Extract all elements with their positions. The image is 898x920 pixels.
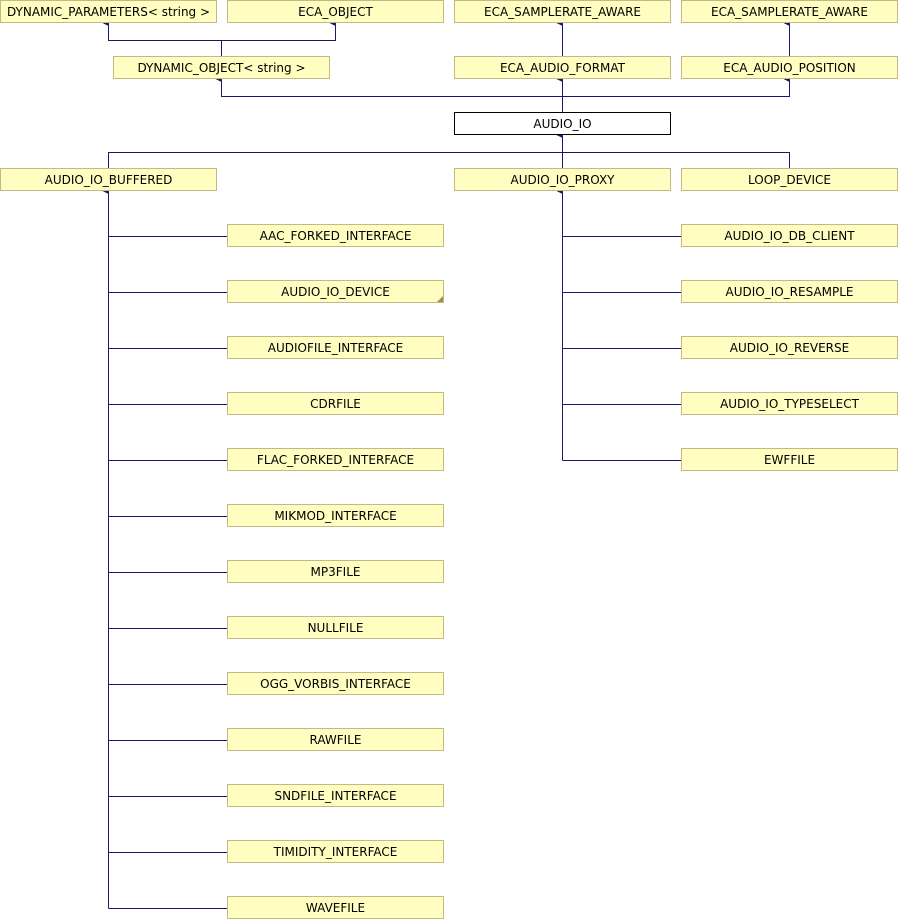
class-node-eca-audio-format[interactable]: ECA_AUDIO_FORMAT: [454, 56, 671, 79]
edge-buffered-to-audio-io: [109, 135, 563, 168]
class-node-audio-io-typeselect[interactable]: AUDIO_IO_TYPESELECT: [681, 392, 898, 415]
class-node-audio-io-device[interactable]: AUDIO_IO_DEVICE: [227, 280, 444, 303]
class-node-eca-samplerate-aware-1[interactable]: ECA_SAMPLERATE_AWARE: [454, 0, 671, 23]
class-node-audiofile-interface[interactable]: AUDIOFILE_INTERFACE: [227, 336, 444, 359]
class-node-aac-forked-interface[interactable]: AAC_FORKED_INTERFACE: [227, 224, 444, 247]
class-node-audio-io-current: AUDIO_IO: [454, 112, 671, 135]
class-node-timidity-interface[interactable]: TIMIDITY_INTERFACE: [227, 840, 444, 863]
class-node-flac-forked-interface[interactable]: FLAC_FORKED_INTERFACE: [227, 448, 444, 471]
class-node-dynamic-object[interactable]: DYNAMIC_OBJECT< string >: [113, 56, 330, 79]
edge-audio-io-to-eca-audio-position: [563, 79, 790, 97]
class-node-audio-io-resample[interactable]: AUDIO_IO_RESAMPLE: [681, 280, 898, 303]
class-node-loop-device[interactable]: LOOP_DEVICE: [681, 168, 898, 191]
class-node-audio-io-reverse[interactable]: AUDIO_IO_REVERSE: [681, 336, 898, 359]
edge-loop-device-to-audio-io: [563, 153, 790, 169]
class-node-audio-io-proxy[interactable]: AUDIO_IO_PROXY: [454, 168, 671, 191]
class-node-ogg-vorbis-interface[interactable]: OGG_VORBIS_INTERFACE: [227, 672, 444, 695]
class-node-wavefile[interactable]: WAVEFILE: [227, 896, 444, 919]
class-node-mikmod-interface[interactable]: MIKMOD_INTERFACE: [227, 504, 444, 527]
class-node-ewffile[interactable]: EWFFILE: [681, 448, 898, 471]
class-node-cdrfile[interactable]: CDRFILE: [227, 392, 444, 415]
class-node-audio-io-db-client[interactable]: AUDIO_IO_DB_CLIENT: [681, 224, 898, 247]
edge-audio-io-to-dynamic-object: [222, 79, 563, 112]
class-node-audio-io-buffered[interactable]: AUDIO_IO_BUFFERED: [0, 168, 217, 191]
class-node-dynamic-parameters[interactable]: DYNAMIC_PARAMETERS< string >: [0, 0, 217, 23]
class-node-sndfile-interface[interactable]: SNDFILE_INTERFACE: [227, 784, 444, 807]
class-node-eca-object[interactable]: ECA_OBJECT: [227, 0, 444, 23]
edge-dynamic-object-to-dynamic-parameters: [109, 23, 222, 56]
class-node-nullfile[interactable]: NULLFILE: [227, 616, 444, 639]
class-node-eca-audio-position[interactable]: ECA_AUDIO_POSITION: [681, 56, 898, 79]
class-node-rawfile[interactable]: RAWFILE: [227, 728, 444, 751]
class-node-eca-samplerate-aware-2[interactable]: ECA_SAMPLERATE_AWARE: [681, 0, 898, 23]
class-node-mp3file[interactable]: MP3FILE: [227, 560, 444, 583]
edge-dynamic-object-to-eca-object: [222, 23, 336, 41]
